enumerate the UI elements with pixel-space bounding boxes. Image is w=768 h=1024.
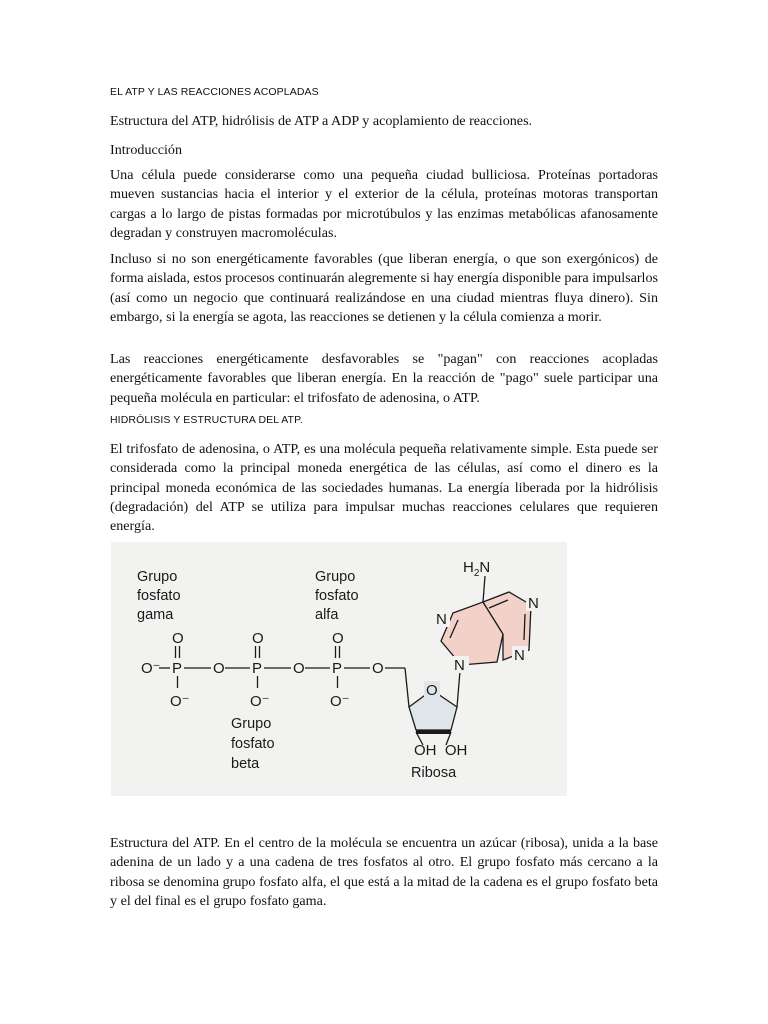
atom-o-bridge-2: O [293,660,305,677]
atom-n1: N [528,595,539,612]
atom-o-beta-top: O [252,630,264,647]
document-title: EL ATP Y LAS REACCIONES ACOPLADAS [110,86,319,98]
atp-structure-figure [111,542,567,796]
atom-p-gama: P [172,660,183,677]
label-ribosa: Ribosa [411,765,457,781]
atom-p-beta: P [252,660,263,677]
intro-heading: Introducción [110,142,183,158]
atom-o-gama-top: O [172,630,184,647]
atp-diagram [111,542,567,796]
atom-o-alfa-top: O [332,630,344,647]
figure-caption: Estructura del ATP. En el centro de la molécula se encuentra un azúcar (ribosa), unida a la base adenina de un lado y a una cadena de tres fosfatos al otro. El grupo fosfato más cercano a la ribosa se denomina grupo fosfato alfa, el que está a la mitad de la cadena es el grupo fosfato beta y el del final es el grupo fosfato gama. [110,835,658,909]
atom-n7: N [436,611,447,628]
paragraph-3: Las reacciones energéticamente desfavorables se "pagan" con reacciones acopladas energéticamente favorables que liberan energía. En la reacción de "pago" suele participar una pequeña molécula en particular: el trifosfato de adenosina, o ATP. [110,351,658,406]
atom-n9: N [454,657,465,674]
paragraph-2: Incluso si no son energéticamente favorables (que liberan energía, o que son exergónicos) de forma aislada, estos procesos continuarán alegremente si hay energía disponible para impulsarlos (así como un negocio que continuará realizándose en una ciudad mientras fluya dinero). Sin embargo, si la energía se agota, las reacciones se detienen y la célula comienza a morir. [110,251,658,325]
paragraph-4: El trifosfato de adenosina, o ATP, es una molécula pequeña relativamente simple. Esta puede ser considerada como la principal moneda energética de las células, así como el dinero es la principal moneda económica de las sociedades humanas. La energía liberada por la hidrólisis (degradación) del ATP se utiliza para impulsar muchas reacciones celulares que requieren energía. [110,441,658,535]
atom-o-ribose: O [426,682,438,699]
atom-o-bridge-3: O [372,660,384,677]
atom-n3: N [514,647,525,664]
label-alfa: Grupo fosfato alfa [315,569,359,623]
atom-o-minus-alfa: O⁻ [330,693,350,710]
ribose-oh-groups: OH OH [414,742,468,759]
section-heading-hidrolisis: HIDRÓLISIS Y ESTRUCTURA DEL ATP. [110,414,303,426]
atom-o-minus-beta: O⁻ [250,693,270,710]
atom-o-bridge-1: O [213,660,225,677]
atom-p-alfa: P [332,660,343,677]
label-gama: Grupo fosfato gama [137,569,181,623]
amino-group-label: $H_2N$ [463,559,491,579]
document-subtitle: Estructura del ATP, hidrólisis de ATP a ADP y acoplamiento de reacciones. [110,113,533,129]
atom-o-minus-terminal: O⁻ [141,660,161,677]
label-beta: Grupo fosfato beta [231,716,275,772]
atom-o-minus-gama: O⁻ [170,693,190,710]
paragraph-1: Una célula puede considerarse como una pequeña ciudad bulliciosa. Proteínas portadoras mueven sustancias hacia el interior y el exterior de la célula, proteínas motoras transportan cargas a lo largo de pistas formadas por microtúbulos y las enzimas metabólicas afanosamente degradan y construyen macromoléculas. [110,167,658,241]
